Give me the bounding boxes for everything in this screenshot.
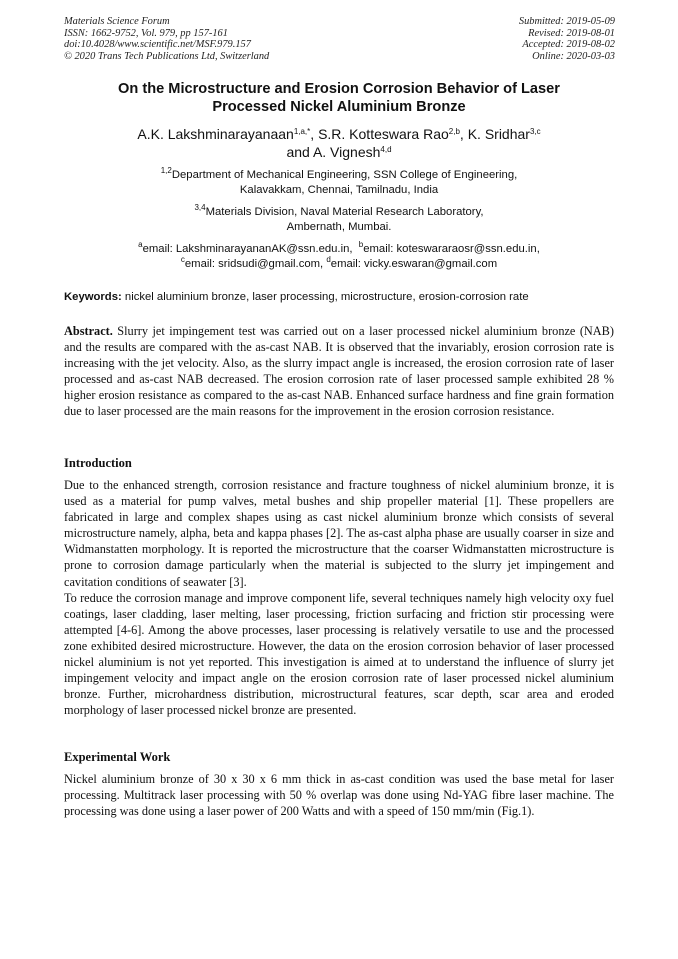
email-address[interactable]: email: LakshminarayananAK@ssn.edu.in, (142, 243, 353, 255)
affiliation-text: Materials Division, Naval Material Research Laboratory, (205, 206, 484, 218)
email-superscript: c (180, 254, 185, 264)
abstract-paragraph (64, 323, 614, 420)
author-name: K. Sridhar (467, 126, 530, 142)
affiliation-line: Kalavakkam, Chennai, Tamilnadu, India (239, 184, 439, 196)
abstract (64, 323, 614, 420)
paragraph: Due to the enhanced strength, corrosion resistance and fracture toughness of nickel aluminium bronze, it is used as a material for pump valves, metal bushes and ship propeller material [1]. These propellers are fabricated in large and complex shapes using as cast nickel aluminium bronze which consists of several microstructure namely, alpha, beta and kappa phases [2]. The as-cast alpha phase are usually coarser in size and Widmanstatten morphology. It is reported the microstructure that the coarser Widmanstatten microstructure is prone to corrosion damage particularly when the material is subjected to the slurry jet impingement and cavitation conditions of seawater [3]. (64, 478, 614, 589)
revised-date: Revised: 2019-08-01 (528, 27, 615, 39)
keywords-text: nickel aluminium bronze, laser processing, microstructure, erosion-corrosion rate (124, 291, 529, 303)
author-name: A.K. Lakshminarayanaan (137, 126, 294, 142)
author-superscript: 3,c (529, 127, 541, 136)
email-superscript: b (358, 240, 364, 249)
email-address[interactable]: email: koteswararaosr@ssn.edu.in, (363, 243, 540, 255)
accepted-date: Accepted: 2019-08-02 (522, 39, 615, 51)
affiliation-line (60, 205, 618, 220)
paragraph: Nickel aluminium bronze of 30 x 30 x 6 mm thick in as-cast condition was used the base metal for laser processing. Multitrack laser processing with 50 % overlap was done using Nd-YAG fibre laser machine. The processing was done using a laser power of 200 Watts and with a speed of 150 mm/min (Fig.1). (64, 772, 614, 819)
affiliation-text: Department of Mechanical Engineering, SSN College of Engineering, (171, 169, 518, 181)
affiliation (60, 168, 618, 198)
email-block (60, 242, 618, 271)
title-line: On the Microstructure and Erosion Corrosion Behavior of Laser (118, 81, 560, 97)
email-line (60, 242, 618, 257)
journal-doi: doi:10.4028/www.scientific.net/MSF.979.157 (64, 39, 251, 51)
author-name: A. Vignesh (312, 143, 381, 160)
abstract-label: Abstract. (64, 324, 113, 338)
keywords-label: Keywords: (64, 291, 122, 303)
paper-title (60, 81, 618, 116)
title-line: Processed Nickel Aluminium Bronze (212, 98, 466, 115)
email-line (60, 254, 618, 272)
journal-copyright: © 2020 Trans Tech Publications Ltd, Switzerland (64, 50, 270, 62)
submission-dates (519, 16, 615, 62)
introduction-body (64, 477, 614, 718)
keywords (64, 290, 616, 304)
affiliation-superscript: 3,4 (194, 203, 206, 212)
author-line: A.K. Lakshminarayanaan$^{1,a,*}$, S.R. Kotteswara Rao$^{2,b}$, K. Sridhar$^{3,c}$ (137, 126, 541, 142)
author-name: S.R. Kotteswara Rao (318, 126, 449, 142)
paragraph: To reduce the corrosion manage and improve component life, several techniques namely high velocity oxy fuel coatings, laser cladding, laser melting, laser processing, friction surfacing and friction stir processing were attempted [4-6]. Among the above processes, laser processing is relatively versatile to use and the processed zone exhibited desired microstructure. However, the data on the erosion corrosion behavior of laser processed nickel aluminium is not yet reported. This investigation is aimed at to understand the influence of slurry jet impingement velocity and impact angle on the erosion corrosion rate of laser processed nickel aluminium bronze. Further, microhardness distribution, microstructural features, scar depth, scar area and eroded morphology of laser processed nickel bronze are presented. (64, 590, 614, 718)
author-superscript: 2,b (448, 127, 460, 136)
email-superscript: a (138, 240, 143, 249)
author-connector: and (286, 143, 310, 160)
author-list (60, 126, 618, 161)
journal-info (64, 16, 269, 62)
affiliation-line: Ambernath, Mumbai. (286, 221, 392, 233)
email-superscript: d (326, 254, 331, 264)
submitted-date: Submitted: 2019-05-09 (518, 16, 615, 27)
experimental-body (64, 771, 614, 819)
online-date: Online: 2020-03-03 (532, 50, 615, 62)
author-line (60, 144, 618, 162)
email-address[interactable]: email: sridsudi@gmail.com, (184, 257, 324, 270)
affiliation-line (60, 168, 618, 183)
affiliation (60, 205, 618, 235)
section-heading-introduction: Introduction (64, 456, 132, 470)
section-heading-experimental: Experimental Work (64, 750, 171, 764)
email-address[interactable]: email: vicky.eswaran@gmail.com (330, 257, 498, 270)
journal-name: Materials Science Forum (64, 16, 170, 27)
abstract-text: Slurry jet impingement test was carried out on a laser processed nickel aluminium bronze (NAB) and the results are compared with the as-cast NAB. It is observed that the invariably, erosion corrosion rate is increasing with the jet velocity. Also, as the slurry impact angle is increased, the erosion corrosion rate of laser processed and as-cast NAB decreased. The erosion corrosion rate of laser processed sample exhibited 28 % higher erosion resistance as compared to the as-cast NAB. Enhanced surface hardness and fine grain formation due to laser processed are the main reasons for the improvement in the erosion corrosion resistance. (64, 324, 614, 419)
journal-issn: ISSN: 1662-9752, Vol. 979, pp 157-161 (64, 27, 228, 39)
author-superscript: 1,a,* (293, 127, 311, 136)
author-superscript: 4,d (380, 144, 392, 154)
affiliation-superscript: 1,2 (160, 166, 172, 175)
